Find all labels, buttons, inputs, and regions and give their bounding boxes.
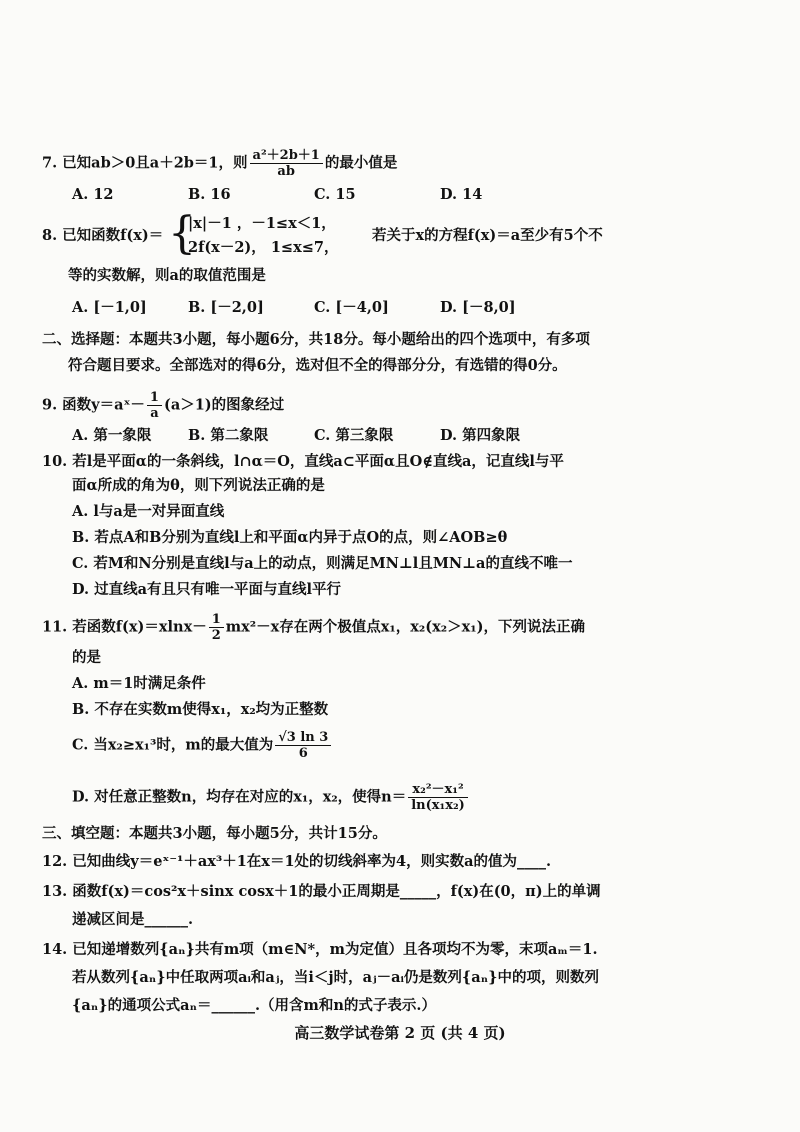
q9-stem-pre: 9. 函数y＝aˣ－ — [42, 396, 145, 414]
section3-heading: 三、填空题：本题共3小题，每小题5分，共计15分。 — [42, 825, 387, 842]
q11-option-b: B. 不存在实数m使得x₁，x₂均为正整数 — [72, 701, 329, 718]
q11-fraction — [209, 612, 224, 643]
q8-option-c: C. [－4,0] — [314, 299, 389, 316]
q9-frac-num: 1 — [147, 390, 162, 406]
q7-stem — [42, 148, 397, 179]
q10-option-a: A. l与a是一对异面直线 — [72, 503, 225, 520]
q9-stem — [42, 390, 284, 421]
q8-option-b: B. [－2,0] — [188, 299, 264, 316]
q7-frac-den: ab — [277, 164, 295, 179]
q12-line: 12. 已知曲线y＝eˣ⁻¹＋ax³＋1在x＝1处的切线斜率为4，则实数a的值为____. — [42, 853, 552, 870]
q7-option-c: C. 15 — [314, 186, 356, 203]
q11-frac-den: 2 — [211, 628, 221, 643]
page-footer: 高三数学试卷第 2 页 (共 4 页) — [294, 1024, 506, 1042]
q11-option-c-num: √3 ln 3 — [275, 730, 331, 746]
section2-instructions: 符合题目要求。全部选对的得6分，选对但不全的得部分分，有选错的得0分。 — [68, 357, 567, 374]
q7-option-b: B. 16 — [188, 186, 231, 203]
q11-option-c-fraction — [275, 730, 331, 761]
q8-brace: { — [168, 208, 196, 259]
q8-case-2: 2f(x－2)， 1≤x≤7， — [188, 239, 339, 256]
q9-fraction — [147, 390, 162, 421]
q7-fraction — [250, 148, 323, 179]
q11-option-d-text: D. 对任意正整数n，均存在对应的x₁，x₂，使得n＝ — [72, 788, 407, 806]
q8-option-a: A. [－1,0] — [72, 299, 147, 316]
q8-stem-pre: 8. 已知函数f(x)＝ — [42, 227, 164, 244]
q9-frac-den: a — [150, 406, 159, 421]
section2-heading: 二、选择题：本题共3小题，每小题6分，共18分。每小题给出的四个选项中，有多项 — [42, 331, 590, 348]
q11-option-c-text: C. 当x₂≥x₁³时，m的最大值为 — [72, 736, 274, 754]
q8-option-d: D. [－8,0] — [440, 299, 516, 316]
q11-stem-pre: 11. 若函数f(x)＝xlnx－ — [42, 618, 207, 636]
q7-frac-num: a²＋2b＋1 — [250, 148, 323, 164]
q11-option-c — [72, 730, 333, 761]
q7-stem-post: 的最小值是 — [324, 154, 398, 172]
q9-option-c: C. 第三象限 — [314, 427, 394, 444]
q14-line-3: {aₙ}的通项公式aₙ＝______.（用含m和n的式子表示.） — [72, 997, 436, 1014]
q7-stem-pre: 7. 已知ab＞0且a＋2b＝1，则 — [42, 154, 248, 172]
q10-option-b: B. 若点A和B分别为直线l上和平面α内异于点O的点，则∠AOB≥θ — [72, 529, 508, 546]
q8-case-1: |x|－1 ，－1≤x＜1， — [188, 215, 336, 232]
q9-stem-post: (a＞1)的图象经过 — [163, 396, 285, 414]
q11-stem-post: mx²－x存在两个极值点x₁，x₂(x₂＞x₁)，下列说法正确 — [225, 618, 585, 636]
q13-line-1: 13. 函数f(x)＝cos²x＋sinx cosx＋1的最小正周期是_____，f(x)在(0，π)上的单调 — [42, 883, 601, 900]
q11-option-d-den: ln(x₁x₂) — [411, 798, 465, 813]
q11-frac-num: 1 — [209, 612, 224, 628]
q7-option-d: D. 14 — [440, 186, 483, 203]
q9-option-b: B. 第二象限 — [188, 427, 269, 444]
q13-line-2: 递减区间是______. — [72, 911, 194, 928]
q11-option-c-den: 6 — [298, 746, 308, 761]
q8-line-2: 等的实数解，则a的取值范围是 — [68, 267, 266, 284]
q10-line-1: 10. 若l是平面α的一条斜线，l∩α＝O，直线a⊂平面α且O∉直线a，记直线l与平 — [42, 453, 564, 470]
q11-option-a: A. m＝1时满足条件 — [72, 675, 206, 692]
q11-stem — [42, 612, 585, 643]
q8-stem-post: 若关于x的方程f(x)＝a至少有5个不 — [372, 227, 603, 244]
q7-option-a: A. 12 — [72, 186, 114, 203]
q9-option-d: D. 第四象限 — [440, 427, 521, 444]
q10-option-d: D. 过直线a有且只有唯一平面与直线l平行 — [72, 581, 342, 598]
q11-option-d — [72, 782, 470, 813]
q14-line-1: 14. 已知递增数列{aₙ}共有m项（m∈N*，m为定值）且各项均不为零，末项aₘ＝1. — [42, 941, 598, 958]
q11-option-d-fraction — [408, 782, 468, 813]
q10-option-c: C. 若M和N分别是直线l与a上的动点，则满足MN⊥l且MN⊥a的直线不唯一 — [72, 555, 573, 572]
q11-option-d-num: x₂²－x₁² — [408, 782, 468, 798]
q9-option-a: A. 第一象限 — [72, 427, 152, 444]
q14-line-2: 若从数列{aₙ}中任取两项aᵢ和aⱼ，当i＜j时，aⱼ－aᵢ仍是数列{aₙ}中的项，则数列 — [72, 969, 600, 986]
q10-line-2: 面α所成的角为θ，则下列说法正确的是 — [72, 477, 325, 494]
q11-line-2: 的是 — [72, 649, 101, 666]
